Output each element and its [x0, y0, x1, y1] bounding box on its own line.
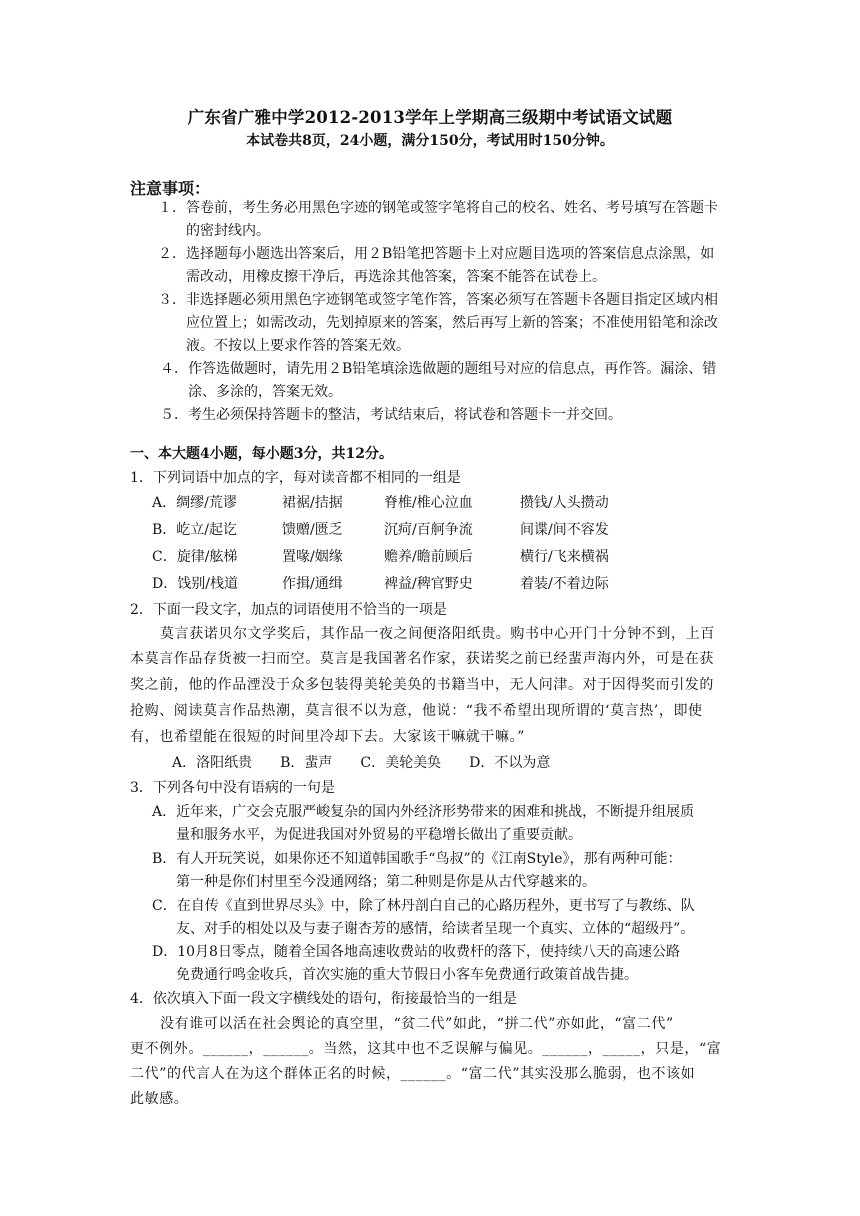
q1-option-cell: 间谍/间不容发: [520, 522, 609, 538]
q1-option-cell: 横行/飞来横祸: [520, 549, 609, 565]
q1-option-cell: 沉疴/百舸争流: [384, 522, 473, 538]
notice-line: 涂、多涂的，答案无效。: [188, 384, 342, 400]
q3-line: A．近年来，广交会克服严峻复杂的国内外经济形势带来的困难和挑战，不断提升组展质: [152, 804, 695, 820]
notice-line: １．答卷前，考生务必用黑色字迹的钢笔或签字笔将自己的校名、姓名、考号填写在答题卡: [158, 200, 718, 216]
q3-line: D．10月8日零点，随着全国各地高速收费站的收费杆的落下，使持续八天的高速公路: [152, 944, 680, 960]
q2-passage-line: 本莫言作品存货被一扫而空。莫言是我国著名作家，获诺奖之前已经蜚声海内外，可是在获: [130, 651, 714, 667]
page-title: 广东省广雅中学2012-2013学年上学期高三级期中考试语文试题: [187, 108, 673, 127]
q1-option-row-b: [152, 519, 792, 539]
q1-option-row-a: [152, 492, 792, 512]
q1-option-cell: A．绸缪/荒谬: [152, 495, 237, 511]
notice-line: ３．非选择题必须用黑色字迹钢笔或签字笔作答，答案必须写在答题卡各题目指定区域内相: [158, 292, 718, 308]
question-3-stem: 3．下列各句中没有语病的一句是: [130, 780, 335, 796]
notice-line: 的密封线内。: [186, 223, 270, 239]
notice-line: 液。不按以上要求作答的答案无效。: [186, 338, 410, 354]
q3-line: 量和服务水平，为促进我国对外贸易的平稳增长做出了重要贡献。: [176, 827, 582, 843]
q2-passage-line: 有，也希望能在很短的时间里冷却下去。大家该干嘛就干嘛。”: [130, 729, 525, 745]
q4-passage-line: 没有谁可以活在社会舆论的真空里，“贫二代”如此，“拼二代”亦如此，“富二代”: [160, 1016, 674, 1032]
q1-option-cell: 赡养/瞻前顾后: [384, 549, 473, 565]
notice-line: 需改动，用橡皮擦干净后，再选涂其他答案，答案不能答在试卷上。: [186, 269, 606, 285]
notice-line: ２．选择题每小题选出答案后，用２B铅笔把答题卡上对应题目选项的答案信息点涂黑，如: [158, 246, 715, 262]
q1-option-cell: B．屹立/起讫: [152, 522, 238, 538]
q3-line: 友、对手的相处以及与妻子谢杏芳的感情，给读者呈现一个真实、立体的“超级丹”。: [176, 921, 695, 937]
q1-option-cell: 裙裾/拮据: [282, 495, 343, 511]
q1-option-cell: 置喙/姻缘: [282, 549, 343, 565]
q3-line: B．有人开玩笑说，如果你还不知道韩国歌手“鸟叔”的《江南Style》，那有两种可能：: [152, 851, 682, 867]
section-heading: 一、本大题4小题，每小题3分，共12分。: [130, 446, 393, 462]
q1-option-cell: 作揖/通缉: [282, 576, 343, 592]
notice-heading: 注意事项：: [130, 179, 211, 198]
q4-passage-line: 二代”的代言人在为这个群体正名的时候，______。“富二代”其实没那么脆弱，也不该如: [130, 1066, 696, 1082]
q2-passage-line: 奖之前，他的作品湮没于众多包装得美轮美奂的书籍当中，无人问津。对于因得奖而引发的: [130, 677, 714, 693]
notice-line: 应位置上；如需改动，先划掉原来的答案，然后再写上新的答案；不准使用铅笔和涂改: [186, 315, 718, 331]
q2-passage-line: 莫言获诺贝尔文学奖后，其作品一夜之间便洛阳纸贵。购书中心开门十分钟不到，上百: [160, 626, 715, 642]
q1-option-cell: 脊椎/椎心泣血: [384, 495, 473, 511]
question-1-stem: 1．下列词语中加点的字，每对读音都不相同的一组是: [130, 470, 461, 486]
question-2-stem: 2．下面一段文字，加点的词语使用不恰当的一项是: [130, 602, 447, 618]
page-subtitle: 本试卷共8页，24小题，满分150分，考试用时150分钟。: [246, 133, 614, 149]
q1-option-row-d: [152, 573, 792, 593]
q1-option-row-c: [152, 546, 792, 566]
question-4-stem: 4．依次填入下面一段文字横线处的语句，衔接最恰当的一组是: [130, 991, 517, 1007]
notice-line: ５．考生必须保持答题卡的整洁，考试结束后，将试卷和答题卡一并交回。: [160, 407, 622, 423]
q3-line: C．在自传《直到世界尽头》中，除了林丹剖白自己的心路历程外，更书写了与教练、队: [152, 898, 695, 914]
q3-line: 免费通行鸣金收兵，首次实施的重大节假日小客车免费通行政策首战告捷。: [176, 967, 638, 983]
q3-line: 第一种是你们村里至今没通网络；第二种则是你是从古代穿越来的。: [176, 874, 596, 890]
notice-line: ４．作答选做题时，请先用２B铅笔填涂选做题的题组号对应的信息点，再作答。漏涂、错: [160, 361, 717, 377]
q1-option-cell: 裨益/稗官野史: [384, 576, 473, 592]
q4-passage-line: 更不例外。______，______。当然，这其中也不乏误解与偏见。______，_____，只是，“富: [130, 1041, 722, 1057]
q1-option-cell: 着装/不着边际: [520, 576, 609, 592]
q1-option-cell: D．饯别/栈道: [152, 576, 238, 592]
q1-option-cell: 馈赠/匮乏: [282, 522, 343, 538]
q1-option-cell: C．旋律/舷梯: [152, 549, 238, 565]
q2-passage-line: 抢购、阅读莫言作品热潮，莫言很不以为意，他说：“我不希望出现所谓的‘莫言热’，即使: [130, 703, 703, 719]
q1-option-cell: 攒钱/人头攒动: [520, 495, 609, 511]
q4-passage-line: 此敏感。: [130, 1091, 189, 1107]
q2-options: A．洛阳纸贵 B．蜚声 C．美轮美奂 D．不以为意: [172, 755, 551, 771]
